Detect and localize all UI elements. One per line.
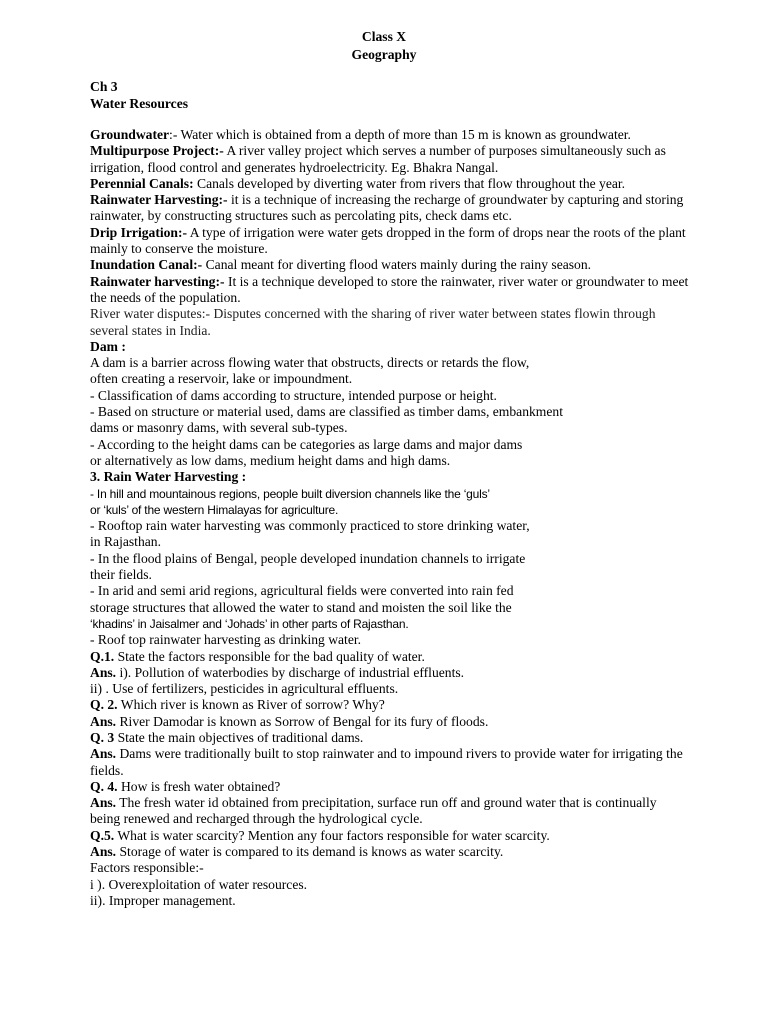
definition-text: it is a technique of increasing the recharge of groundwater by capturing and storing rainwater, by constructing structures such as percolating pits, check dams etc.: [90, 192, 684, 224]
qa-item: [90, 730, 690, 746]
definition-term: Perennial Canals:: [90, 175, 194, 191]
dam-line: or alternatively as low dams, medium height dams and high dams.: [90, 452, 451, 468]
river-water-disputes: River water disputes:- Disputes concerned with the sharing of river water between states flowin through several states in India.: [90, 306, 656, 338]
definition-term: Rainwater Harvesting:-: [90, 192, 228, 208]
rain-water-line: - In the flood plains of Bengal, people developed inundation channels to irrigate: [90, 550, 526, 566]
definition-text: Canals developed by diverting water from rivers that flow throughout the year.: [197, 175, 626, 191]
definition-text: It is a technique developed to store the rainwater, river water or groundwater to meet the needs of the population.: [90, 273, 689, 305]
definition-term: Groundwater: [90, 127, 170, 142]
chapter-number: Ch 3: [90, 79, 118, 94]
qa-text: i). Pollution of waterbodies by discharge of industrial effluents.: [119, 664, 465, 680]
document-header: [90, 28, 678, 63]
rain-water-heading: 3. Rain Water Harvesting :: [90, 469, 247, 485]
qa-item: [90, 795, 690, 828]
qa-label: Q. 3: [90, 729, 115, 745]
qa-text: River Damodar is known as Sorrow of Bengal for its fury of floods.: [119, 713, 489, 729]
qa-item: [90, 860, 690, 876]
qa-label: Ans.: [90, 713, 117, 729]
qa-text: Factors responsible:-: [90, 860, 204, 876]
definition-inundation-canal: [90, 257, 690, 273]
definition-groundwater: [90, 127, 690, 143]
qa-text: What is water scarcity? Mention any four factors responsible for water scarcity.: [117, 827, 550, 843]
qa-text: State the factors responsible for the bad quality of water.: [117, 648, 425, 664]
qa-label: Ans.: [90, 746, 117, 762]
qa-text: How is fresh water obtained?: [120, 778, 281, 794]
qa-item: [90, 649, 690, 665]
definition-rainwater-harvesting: [90, 192, 690, 225]
qa-label: Q. 4.: [90, 778, 118, 794]
qa-item: [90, 714, 690, 730]
qa-label: Q. 2.: [90, 697, 118, 713]
qa-item: [90, 844, 690, 860]
qa-item: [90, 828, 690, 844]
qa-text: Dams were traditionally built to stop rainwater and to impound rivers to provide water for irrigating the fields.: [90, 746, 683, 778]
definition-term: Rainwater harvesting:-: [90, 273, 225, 289]
class-label: Class X: [361, 29, 407, 44]
definition-term: Multipurpose Project:-: [90, 143, 224, 159]
rain-water-line: or ‘kuls’ of the western Himalayas for agriculture.: [90, 502, 339, 517]
rain-water-line: storage structures that allowed the water to stand and moisten the soil like the: [90, 599, 512, 615]
definition-text: A type of irrigation were water gets dropped in the form of drops near the roots of the plant mainly to conserve the moisture.: [90, 224, 686, 257]
qa-item: [90, 893, 690, 909]
definition-perennial-canals: [90, 176, 690, 192]
rain-water-line: - In hill and mountainous regions, people built diversion channels like the ‘guls’: [90, 486, 490, 501]
definition-rainwater-harvesting-2: [90, 274, 690, 307]
rain-water-line: - In arid and semi arid regions, agricultural fields were converted into rain fed: [90, 583, 514, 599]
qa-item: [90, 779, 690, 795]
qa-label: Ans.: [90, 664, 117, 680]
qa-text: ii). Improper management.: [90, 892, 236, 908]
dam-heading: Dam :: [90, 338, 126, 354]
definition-text: Water which is obtained from a depth of more than 15 m is known as groundwater.: [180, 127, 631, 142]
qa-label: Ans.: [90, 844, 117, 860]
document-page: [90, 28, 690, 909]
qa-text: Storage of water is compared to its demand is knows as water scarcity.: [119, 844, 504, 860]
qa-item: [90, 697, 690, 713]
rain-water-line: their fields.: [90, 567, 152, 583]
definition-term: Drip Irrigation:-: [90, 224, 188, 240]
definition-separator: :-: [169, 127, 181, 142]
definition-drip-irrigation: [90, 225, 690, 258]
rain-water-line: ‘khadins’ in Jaisalmer and ‘Johads’ in other parts of Rajasthan.: [90, 616, 409, 631]
qa-text: ii) . Use of fertilizers, pesticides in agricultural effluents.: [90, 681, 399, 697]
questions-section: [90, 649, 690, 910]
subject-title: Geography: [351, 46, 417, 62]
dam-line: - According to the height dams can be categories as large dams and major dams: [90, 436, 523, 452]
qa-label: Ans.: [90, 795, 117, 811]
qa-text: The fresh water id obtained from precipitation, surface run off and ground water that is continually being renewed and recharged through the hydrological cycle.: [90, 795, 657, 827]
dam-line: A dam is a barrier across flowing water that obstructs, directs or retards the flow,: [90, 355, 530, 371]
document-body: [90, 127, 690, 909]
dam-section: [90, 355, 690, 469]
qa-item: [90, 681, 690, 697]
qa-text: State the main objectives of traditional dams.: [117, 729, 364, 745]
rain-water-line: - Roof top rainwater harvesting as drinking water.: [90, 632, 362, 648]
qa-text: i ). Overexploitation of water resources.: [90, 876, 308, 892]
definition-term: Inundation Canal:-: [90, 257, 203, 273]
dam-line: often creating a reservoir, lake or impoundment.: [90, 371, 353, 387]
dam-line: - Based on structure or material used, dams are classified as timber dams, embankment: [90, 404, 563, 420]
dam-line: - Classification of dams according to structure, intended purpose or height.: [90, 387, 497, 403]
qa-label: Q.1.: [90, 648, 115, 664]
qa-label: Q.5.: [90, 827, 115, 843]
chapter-heading: [90, 78, 690, 112]
chapter-title: Water Resources: [90, 96, 189, 111]
rain-water-section: [90, 486, 690, 649]
qa-item: [90, 665, 690, 681]
definition-multipurpose-project: [90, 143, 690, 176]
definition-text: Canal meant for diverting flood waters mainly during the rainy season.: [205, 257, 592, 273]
qa-item: [90, 746, 690, 779]
rain-water-line: in Rajasthan.: [90, 534, 161, 550]
rain-water-line: - Rooftop rain water harvesting was commonly practiced to store drinking water,: [90, 518, 530, 534]
dam-line: dams or masonry dams, with several sub-types.: [90, 420, 348, 436]
qa-text: Which river is known as River of sorrow? Why?: [120, 697, 385, 713]
definition-text: A river valley project which serves a number of purposes simultaneously such as irrigation, flood control and generates hydroelectricity. Eg. Bhakra Nangal.: [90, 143, 666, 175]
qa-item: [90, 877, 690, 893]
